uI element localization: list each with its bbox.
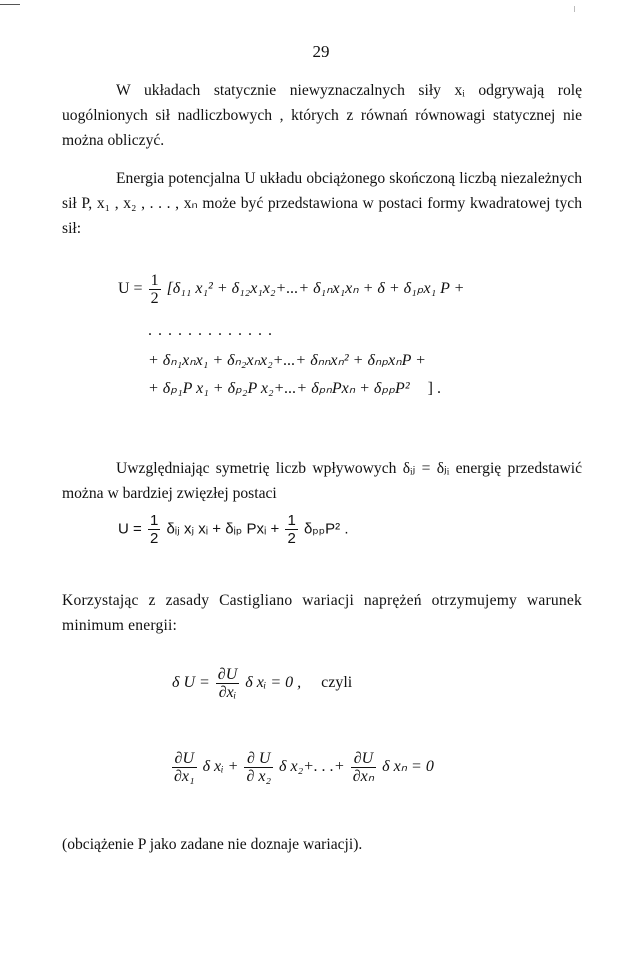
eq4-derivative-3 [351,750,376,785]
eq3-derivative [216,666,239,701]
eq1-last-line [148,378,441,398]
eq3-rhs: δ xᵢ = 0 , [245,674,302,692]
eq4-f3-den: ∂xₙ [352,768,375,785]
eq3-frac-num: ∂U [217,666,238,683]
eq4-derivative-2 [244,750,273,785]
eq2-fraction-2 [285,512,297,547]
eq2-frac1-den: 2 [149,530,159,547]
scan-artifact-line [0,4,20,5]
paragraph-4: Korzystając z zasady Castigliano wariacji naprężeń otrzymujemy warunek minimum energii: [62,592,582,634]
eq1-lhs: U = [118,280,143,298]
eq4-term-1: δ xᵢ + [202,758,239,776]
paragraph-2: Energia potencjalna U układu obciążonego skończoną liczbą niezależnych sił P, x₁ , x₂ , . . . , xₙ może być przedstawiona w postaci formy kwadratowej tych sił: [62,170,582,237]
eq3-frac-den: ∂xᵢ [216,683,239,701]
eq4-f2-den: ∂ x₂ [246,768,272,785]
eq1-line3: + δₙ₁xₙx₁ + δₙ₂xₙx₂+...+ δₙₙxₙ² + δₙₚxₙP + [148,352,426,369]
eq1-line4: + δₚ₁P x₁ + δₚ₂P x₂+...+ δₚₙPxₙ + δₚₚP² [148,380,410,397]
eq1-half-fraction [149,272,161,307]
eq2-frac2-num: 1 [287,512,296,529]
eq3-word-czyli: czyli [321,674,353,692]
page-number: 29 [312,42,330,61]
eq2-frac2-den: 2 [287,530,296,547]
paragraph-1: W układach statycznie niewyznaczalnych siły xᵢ odgrywają rolę uogólnionych sił nadliczbowych , których z równań równowagi statycznej nie można obliczyć. [62,82,582,149]
eq1-line1: [δ₁₁ x₁² + δ₁₂x₁x₂+...+ δ₁ₙx₁xₙ + δ + δ₁ₚx₁ P + [166,280,465,298]
eq4-term-3: δ xₙ = 0 [382,758,434,776]
equation-energy-variation [172,666,352,701]
eq4-f1-den: ∂x₁ [174,768,195,785]
eq4-f3-num: ∂U [353,750,374,767]
eq2-lhs: U = [118,520,142,538]
eq4-f2-num: ∂ U [247,750,271,767]
eq1-dots: . . . . . . . . . . . . . [148,322,273,339]
eq4-derivative-1 [172,750,197,785]
eq4-term-2: δ x₂+. . .+ [279,758,345,776]
paragraph-3: Uwzględniając symetrię liczb wpływowych δᵢⱼ = δⱼᵢ energię przedstawić można w bardziej zwięzłej postaci [62,460,582,502]
scan-artifact-mark [574,6,575,12]
eq3-lhs: δ U = [172,674,210,692]
eq2-term-2: δₚₚP² . [303,520,349,538]
equation-compact-form [118,512,349,547]
eq1-first-line [118,272,464,307]
eq4-f1-num: ∂U [174,750,195,767]
eq1-close-bracket: ] . [427,380,441,397]
eq2-fraction-1 [148,512,160,547]
eq2-frac1-num: 1 [149,512,159,529]
eq2-term-1: δᵢⱼ xⱼ xᵢ + δᵢₚ Pxᵢ + [166,520,280,538]
eq1-frac-num: 1 [150,272,159,289]
eq1-frac-den: 2 [150,290,159,307]
equation-expanded-variation [170,750,434,785]
paragraph-5: (obciążenie P jako zadane nie doznaje wariacji). [62,836,363,853]
